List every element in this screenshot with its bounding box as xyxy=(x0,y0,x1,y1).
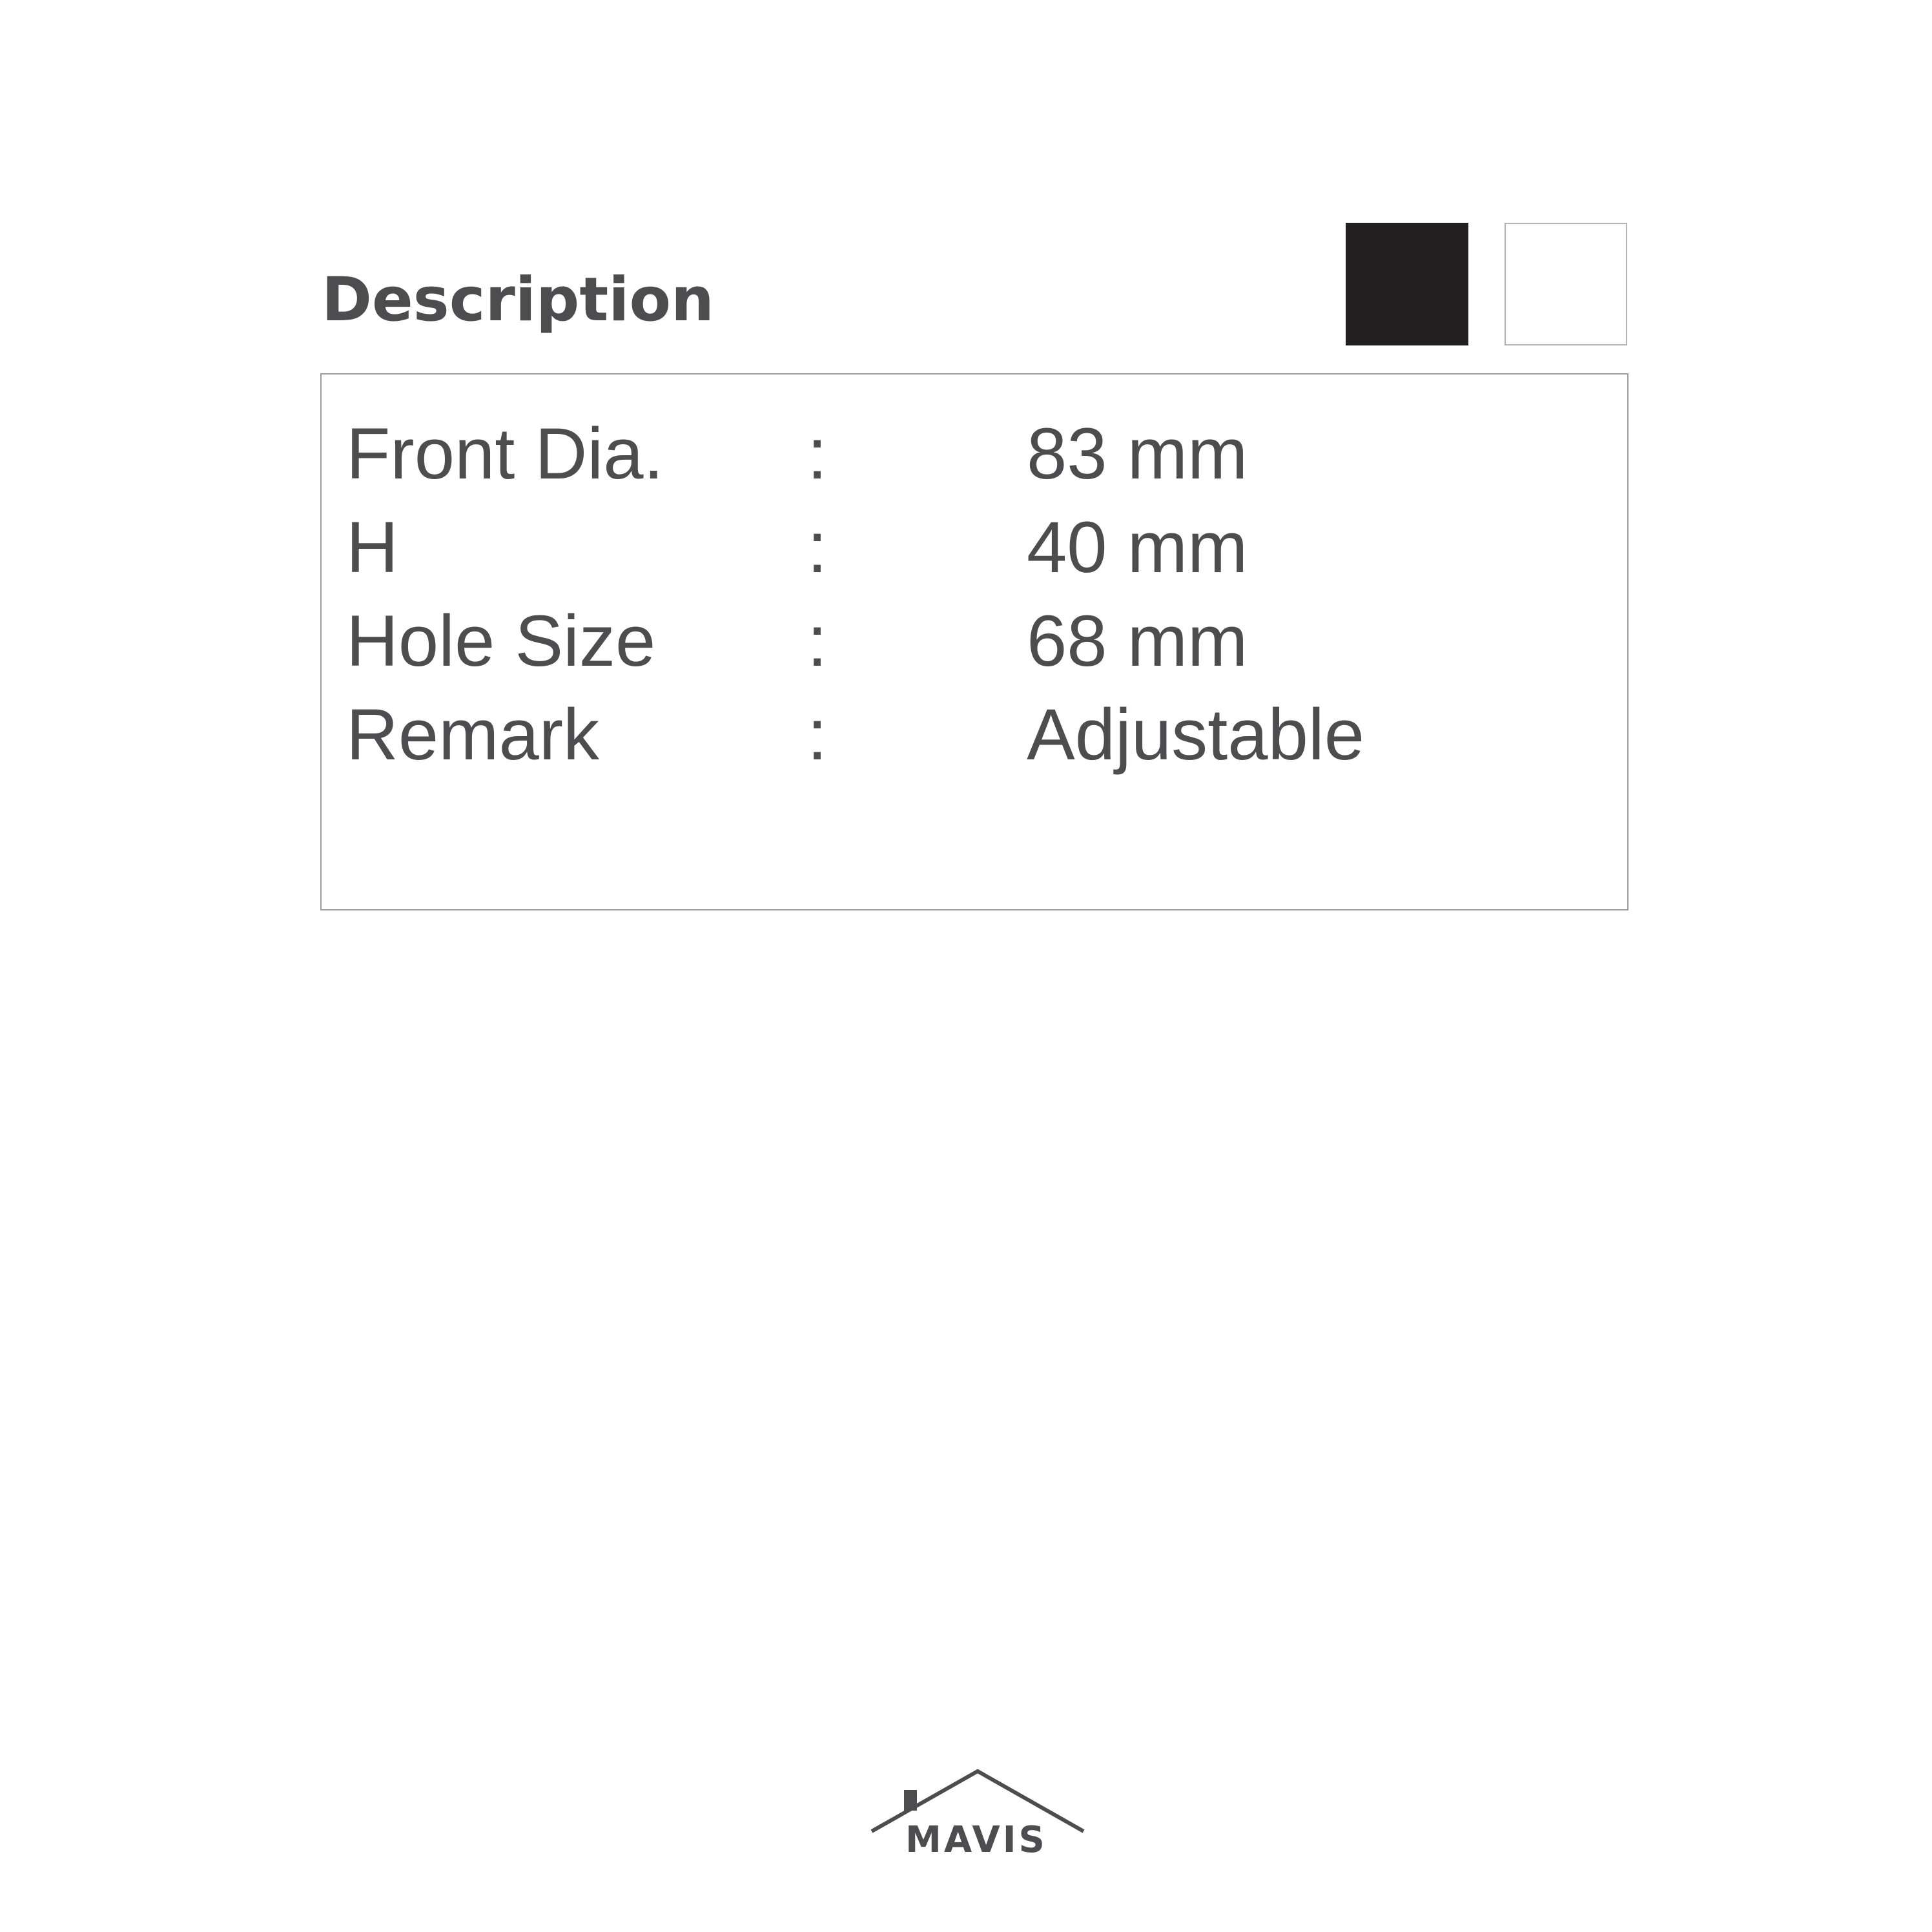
brand-logo xyxy=(865,1769,1085,1860)
spec-label: Remark xyxy=(346,694,600,775)
spec-row-hole-size xyxy=(322,594,1627,688)
spec-separator: : xyxy=(807,694,828,775)
spec-separator: : xyxy=(807,601,828,681)
spec-table xyxy=(320,373,1629,910)
color-swatch-black[interactable] xyxy=(1346,223,1468,345)
spec-label: Front Dia. xyxy=(346,413,664,494)
color-swatch-white[interactable] xyxy=(1505,223,1627,345)
spec-value: 40 mm xyxy=(1027,507,1248,588)
spec-label: Hole Size xyxy=(346,601,656,681)
house-roof-icon xyxy=(865,1769,1085,1860)
spec-value: 83 mm xyxy=(1027,413,1248,494)
spec-row-h xyxy=(322,500,1627,594)
spec-value: 68 mm xyxy=(1027,601,1248,681)
spec-row-remark xyxy=(322,688,1627,781)
spec-value: Adjustable xyxy=(1027,694,1365,775)
spec-row-front-dia xyxy=(322,407,1627,500)
description-heading: Description xyxy=(322,265,714,335)
spec-label: H xyxy=(346,507,398,588)
logo-wordmark: MAVIS xyxy=(905,1819,1047,1860)
spec-separator: : xyxy=(807,413,828,494)
spec-separator: : xyxy=(807,507,828,588)
